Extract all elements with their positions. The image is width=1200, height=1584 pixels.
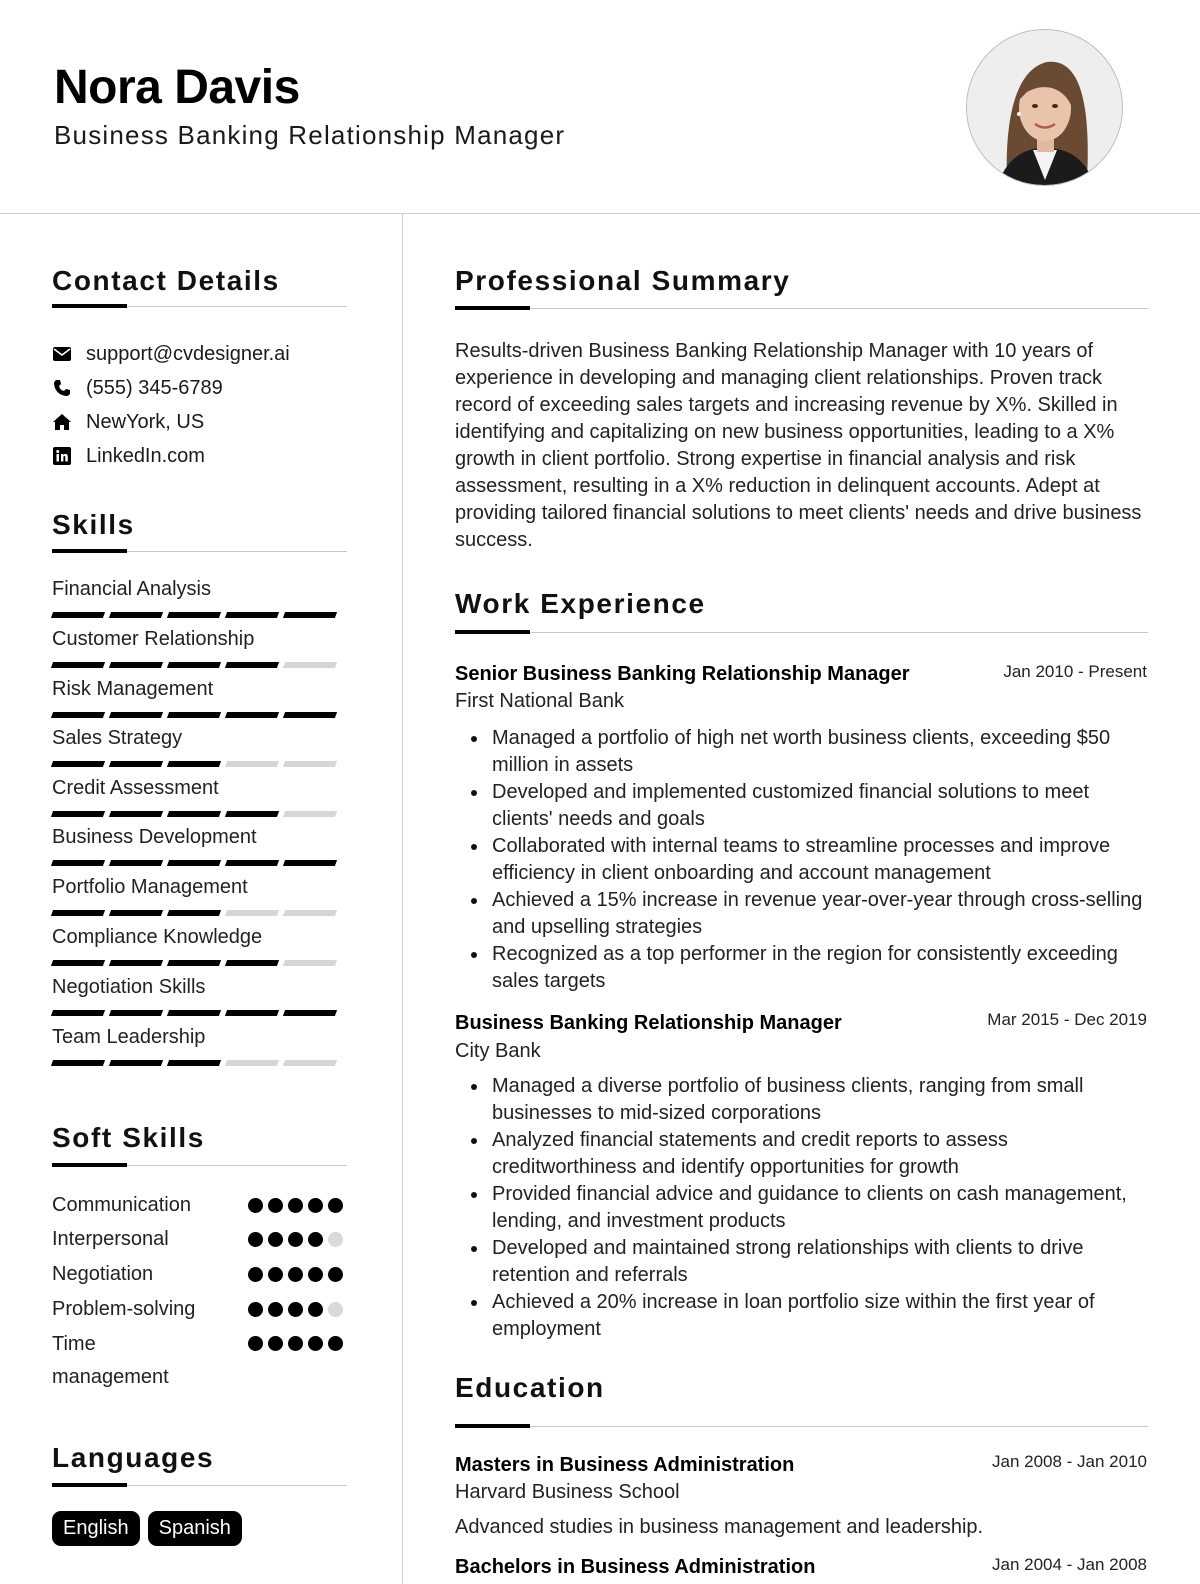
skill-level-segment-filled (109, 1010, 163, 1016)
soft-skill-name: Time management (52, 1333, 169, 1388)
skill-level-segment-filled (225, 712, 279, 718)
job-role: Business Banking Relationship Manager (455, 1012, 842, 1034)
skill-level-segment-empty (225, 761, 279, 767)
experience-heading: Work Experience (455, 588, 706, 619)
skill-name: Business Development (52, 826, 257, 848)
home-icon (52, 412, 72, 432)
skill-level-bar (52, 1010, 336, 1016)
job-bullet: Developed and implemented customized financial solutions to meet clients' needs and goals (455, 779, 1150, 833)
skill-level-segment-filled (167, 860, 221, 866)
job-bullet: Analyzed financial statements and credit reports to assess creditworthiness and identify opportunities for growth (455, 1127, 1150, 1181)
rating-dot-filled (268, 1198, 283, 1213)
skill-level-segment-filled (109, 1060, 163, 1066)
skill-level-segment-empty (283, 960, 337, 966)
rating-dot-filled (268, 1267, 283, 1282)
skill-level-segment-empty (225, 1060, 279, 1066)
rating-dot-filled (288, 1232, 303, 1247)
soft-skill-rating (248, 1198, 343, 1213)
skill-level-segment-filled (283, 712, 337, 718)
job-bullets (455, 725, 1150, 995)
skill-level-segment-filled (167, 910, 221, 916)
rating-dot-filled (288, 1267, 303, 1282)
skill-level-segment-filled (109, 662, 163, 668)
skill-level-segment-filled (51, 662, 105, 668)
languages-heading-accent (52, 1483, 127, 1487)
skill-name: Team Leadership (52, 1026, 206, 1048)
skill-level-segment-empty (283, 761, 337, 767)
skill-level-segment-empty (283, 910, 337, 916)
contact-email-text: support@cvdesigner.ai (86, 342, 290, 365)
skill-level-segment-filled (51, 612, 105, 618)
contact-linkedin[interactable] (52, 443, 205, 469)
skill-level-segment-filled (225, 612, 279, 618)
skill-level-segment-filled (51, 960, 105, 966)
skills-heading-accent (52, 549, 127, 553)
rating-dot-filled (328, 1198, 343, 1213)
skill-name: Sales Strategy (52, 727, 183, 749)
soft-skill-name: Negotiation (52, 1263, 154, 1285)
skill-level-segment-filled (225, 811, 279, 817)
job-company: City Bank (455, 1040, 541, 1062)
skill-level-segment-filled (51, 860, 105, 866)
experience-heading-rule (455, 632, 1148, 633)
phone-icon (52, 378, 72, 398)
soft-skill-rating (248, 1232, 343, 1247)
job-bullet: Managed a diverse portfolio of business clients, ranging from small businesses to mid-sized corporations (455, 1073, 1150, 1127)
skill-level-bar (52, 860, 336, 866)
experience-heading-accent (455, 630, 530, 634)
education-heading-rule (455, 1426, 1148, 1427)
education-heading-accent (455, 1424, 530, 1428)
degree-dates: Jan 2008 - Jan 2010 (991, 1452, 1147, 1471)
envelope-icon (52, 344, 72, 364)
skill-name: Portfolio Management (52, 876, 248, 898)
job-bullet: Managed a portfolio of high net worth business clients, exceeding $50 million in assets (455, 725, 1150, 779)
rating-dot-filled (248, 1267, 263, 1282)
skill-level-segment-filled (283, 612, 337, 618)
candidate-name: Nora Davis (54, 61, 300, 114)
rating-dot-filled (308, 1198, 323, 1213)
skill-name: Customer Relationship (52, 628, 255, 650)
skill-level-segment-filled (167, 811, 221, 817)
soft-skill-name: Interpersonal (52, 1228, 169, 1250)
degree-title: Bachelors in Business Administration (455, 1556, 816, 1578)
rating-dot-filled (268, 1336, 283, 1351)
rating-dot-filled (308, 1336, 323, 1351)
skill-name: Negotiation Skills (52, 976, 206, 998)
portrait-image (967, 30, 1123, 186)
skill-level-segment-filled (167, 1010, 221, 1016)
skill-level-bar (52, 910, 336, 916)
rating-dot-filled (248, 1232, 263, 1247)
skill-level-bar (52, 1060, 336, 1066)
skill-name: Compliance Knowledge (52, 926, 263, 948)
language-pill: English (52, 1511, 140, 1546)
school-name: Harvard Business School (455, 1481, 680, 1503)
skill-level-bar (52, 761, 336, 767)
rating-dot-empty (328, 1302, 343, 1317)
skill-name: Credit Assessment (52, 777, 219, 799)
job-role: Senior Business Banking Relationship Manager (455, 663, 910, 685)
skill-level-segment-filled (167, 712, 221, 718)
job-dates: Mar 2015 - Dec 2019 (987, 1010, 1147, 1029)
linkedin-icon (52, 446, 72, 466)
job-bullet: Provided financial advice and guidance to clients on cash management, lending, and investment products (455, 1181, 1150, 1235)
profile-photo (966, 29, 1123, 186)
skill-level-segment-filled (51, 811, 105, 817)
rating-dot-filled (268, 1232, 283, 1247)
skill-level-bar (52, 612, 336, 618)
soft-skill-name: Communication (52, 1194, 191, 1216)
skill-level-bar (52, 811, 336, 817)
contact-phone[interactable] (52, 375, 223, 401)
skill-level-segment-filled (109, 612, 163, 618)
job-bullet: Collaborated with internal teams to streamline processes and improve efficiency in client onboarding and account management (455, 833, 1150, 887)
rating-dot-filled (308, 1302, 323, 1317)
contact-email[interactable] (52, 341, 290, 367)
degree-dates: Jan 2004 - Jan 2008 (991, 1555, 1147, 1574)
contact-heading: Contact Details (52, 265, 280, 296)
skills-heading: Skills (52, 509, 135, 540)
contact-phone-text: (555) 345-6789 (86, 376, 223, 399)
skill-level-segment-filled (167, 960, 221, 966)
soft-skills-heading: Soft Skills (52, 1122, 205, 1153)
skill-level-segment-filled (167, 761, 221, 767)
summary-text: Results-driven Business Banking Relationship Manager with 10 years of experience in developing and managing client relationships. Proven track record of exceeding sales targets and increasing revenue by X%. Skilled in identifying and capitalizing on new business opportunities, leading to a X% growth in client portfolio. Strong expertise in financial analysis and risk assessment, resulting in a X% reduction in delinquent accounts. Adept at providing tailored financial solutions to meet clients' needs and drive business success. (455, 340, 1142, 551)
column-divider (402, 214, 403, 1584)
skill-level-segment-filled (109, 960, 163, 966)
rating-dot-filled (248, 1336, 263, 1351)
rating-dot-filled (288, 1198, 303, 1213)
rating-dot-filled (288, 1336, 303, 1351)
rating-dot-filled (308, 1232, 323, 1247)
summary-heading-rule (455, 308, 1148, 309)
job-dates: Jan 2010 - Present (1003, 662, 1147, 681)
skill-level-segment-filled (109, 761, 163, 767)
contact-location-text: NewYork, US (86, 410, 205, 433)
skill-level-segment-filled (51, 761, 105, 767)
skill-level-segment-filled (109, 910, 163, 916)
skill-name: Risk Management (52, 678, 214, 700)
job-bullet: Achieved a 15% increase in revenue year-over-year through cross-selling and upselling strategies (455, 887, 1150, 941)
education-heading: Education (455, 1372, 605, 1403)
degree-title: Masters in Business Administration (455, 1454, 795, 1476)
skill-level-segment-filled (167, 1060, 221, 1066)
skill-level-segment-empty (225, 910, 279, 916)
skill-level-segment-filled (51, 1010, 105, 1016)
contact-linkedin-text: LinkedIn.com (86, 444, 205, 467)
job-bullet: Recognized as a top performer in the region for consistently exceeding sales targets (455, 941, 1150, 995)
rating-dot-filled (328, 1336, 343, 1351)
soft-skill-name: Problem-solving (52, 1298, 196, 1320)
languages-heading: Languages (52, 1442, 215, 1473)
soft-skill-rating (248, 1336, 343, 1351)
skill-level-segment-empty (283, 1060, 337, 1066)
soft-skill-rating (248, 1302, 343, 1317)
rating-dot-filled (308, 1267, 323, 1282)
skill-level-segment-filled (225, 960, 279, 966)
rating-dot-filled (328, 1267, 343, 1282)
summary-heading-accent (455, 306, 530, 310)
skill-level-bar (52, 960, 336, 966)
degree-description: Advanced studies in business management and leadership. (455, 1516, 984, 1538)
skill-level-segment-empty (283, 662, 337, 668)
skill-level-segment-filled (225, 1010, 279, 1016)
rating-dot-filled (248, 1302, 263, 1317)
rating-dot-filled (288, 1302, 303, 1317)
rating-dot-filled (248, 1198, 263, 1213)
contact-location (52, 409, 204, 435)
skill-level-bar (52, 712, 336, 718)
skill-level-segment-filled (109, 811, 163, 817)
job-company: First National Bank (455, 690, 624, 712)
skill-level-segment-empty (283, 811, 337, 817)
candidate-title: Business Banking Relationship Manager (54, 120, 566, 150)
skill-level-segment-filled (283, 1010, 337, 1016)
soft-skills-heading-accent (52, 1163, 127, 1167)
skill-level-segment-filled (109, 860, 163, 866)
job-bullet: Developed and maintained strong relationships with clients to drive retention and referrals (455, 1235, 1150, 1289)
skill-name: Financial Analysis (52, 578, 211, 600)
skill-level-segment-filled (225, 860, 279, 866)
skill-level-segment-filled (167, 662, 221, 668)
summary-heading: Professional Summary (455, 265, 791, 296)
resume-header (0, 0, 1200, 214)
rating-dot-filled (268, 1302, 283, 1317)
contact-heading-accent (52, 304, 127, 308)
soft-skill-rating (248, 1267, 343, 1282)
skill-level-segment-filled (51, 910, 105, 916)
skill-level-bar (52, 662, 336, 668)
job-bullets (455, 1073, 1150, 1343)
job-bullet: Achieved a 20% increase in loan portfolio size within the first year of employment (455, 1289, 1150, 1343)
skill-level-segment-filled (167, 612, 221, 618)
skill-level-segment-filled (109, 712, 163, 718)
skill-level-segment-filled (283, 860, 337, 866)
rating-dot-empty (328, 1232, 343, 1247)
skill-level-segment-filled (51, 1060, 105, 1066)
languages-list (52, 1511, 242, 1546)
skill-level-segment-filled (225, 662, 279, 668)
language-pill: Spanish (148, 1511, 242, 1546)
skill-level-segment-filled (51, 712, 105, 718)
